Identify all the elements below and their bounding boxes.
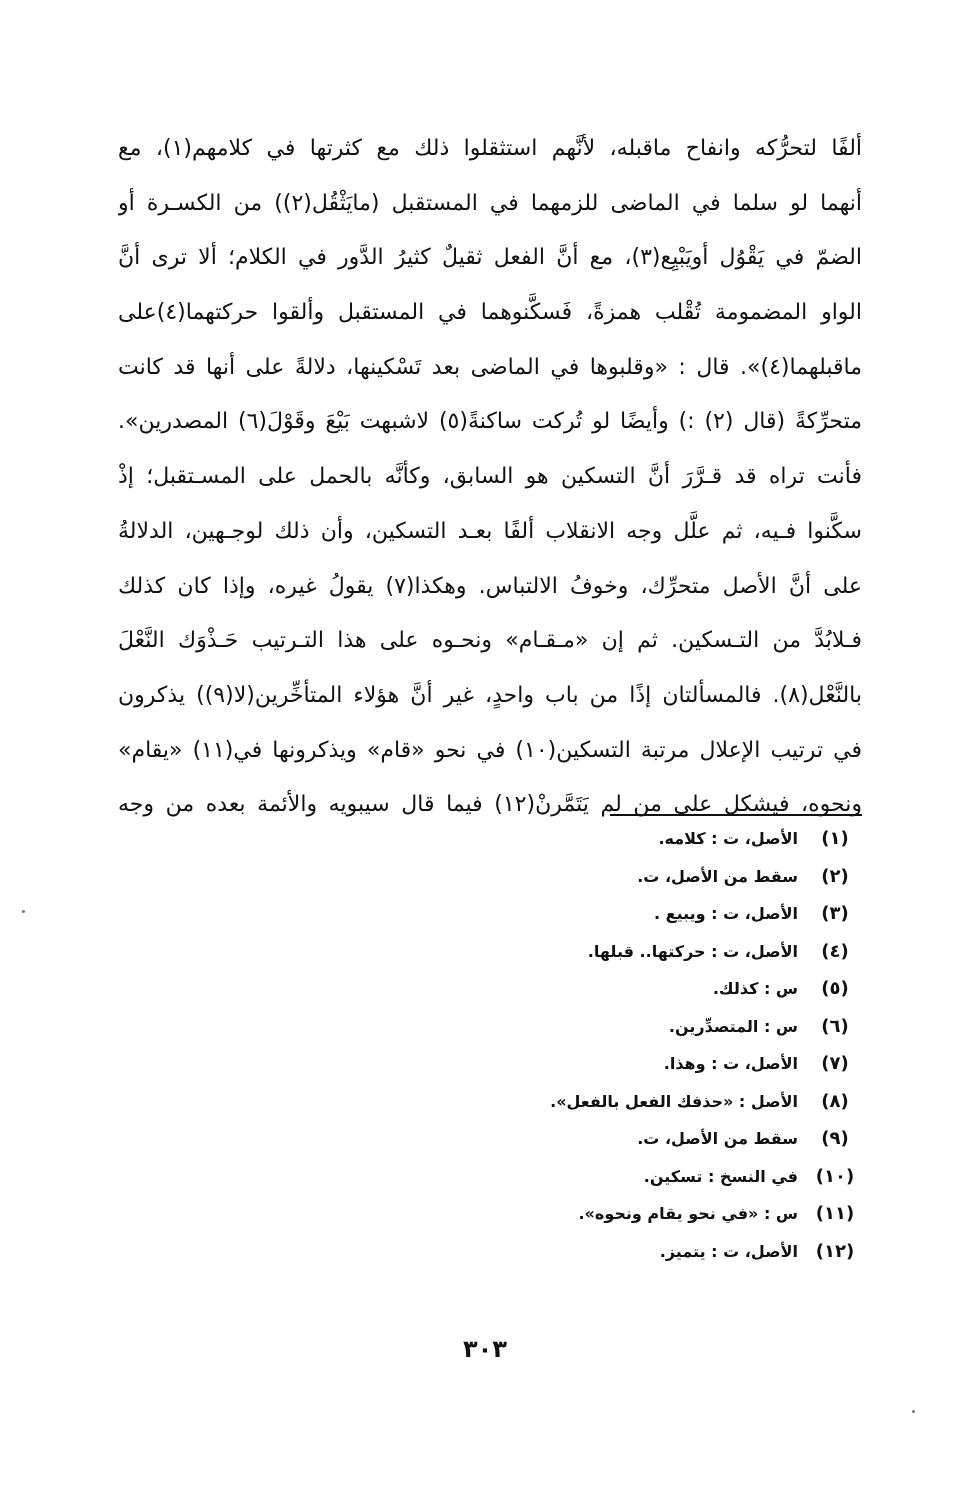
footnote-text: سقط من الأصل، ت. — [637, 866, 798, 886]
footnote-text: سقط من الأصل، ت. — [637, 1129, 798, 1149]
footnote-text: الأصل، ت : وهذا. — [663, 1054, 798, 1074]
footnote-item — [480, 933, 864, 971]
text-line: على أنَّ الأصل متحرِّك، وخوفُ الالتباس. وهكذا(٧) يقولُ غيره، وإذا كان كذلك — [118, 573, 862, 599]
footnote-text: الأصل : «حذفك الفعل بالفعل». — [550, 1091, 798, 1111]
text-line: في ترتيب الإعلال مرتبة التسكين(١٠) في نحو «قام» ويذكرونها في(١١) «يقام» — [118, 737, 862, 763]
text-line: متحرِّكةً (قال (٢) :) وأيضًا لو تُركت ساكنةً(٥) لاشبهت بَيْعَ وقَوْلَ(٦) المصدرين». — [118, 409, 862, 435]
footnote-item — [480, 895, 864, 933]
scan-speck — [912, 1410, 915, 1413]
footnote-text: س : المتصدِّرين. — [668, 1016, 798, 1036]
footnote-number: (٥) — [821, 978, 849, 1000]
footnote-number: (٨) — [821, 1090, 849, 1112]
scan-speck — [22, 910, 25, 913]
footnote-item — [480, 1045, 864, 1083]
footnote-divider — [610, 814, 862, 816]
footnote-text: في النسخ : تسكين. — [643, 1166, 798, 1186]
footnote-text: الأصل، ت : حركتها.. قبلها. — [587, 941, 798, 961]
footnote-number: (٣) — [821, 903, 849, 925]
footnote-number: (٩) — [821, 1128, 849, 1150]
text-line: ماقبلهما(٤)». قال : «وقلبوها في الماضى بعد تَسْكينها، دلالةً على أنها قد كانت — [118, 354, 862, 380]
text-line: الواو المضمومة تُقْلب همزةً، فَسكَّنوهما في المستقبل وألقوا حركتهما(٤)على — [118, 300, 862, 326]
footnote-item — [480, 1233, 864, 1271]
footnote-text: الأصل، ت : ويبيع . — [654, 904, 798, 924]
footnote-number: (١٠) — [815, 1165, 855, 1187]
footnote-text: س : «في نحو يقام ونحوه». — [578, 1204, 798, 1224]
footnote-number: (٢) — [821, 865, 849, 887]
footnotes-list — [480, 820, 864, 1270]
footnote-item — [480, 1120, 864, 1158]
text-line: بالنَّعْل(٨). فالمسألتان إذًا من باب واحدٍ، غير أنَّ هؤلاء المتأخِّرين(لا(٩)) يذكرون — [118, 682, 862, 708]
footnote-item — [480, 1008, 864, 1046]
text-line: ألفًا لتحرُّكه وانفاح ماقبله، لأنَّهم استثقلوا ذلك مع كثرتها في كلامهم(١)، مع — [118, 136, 862, 161]
footnote-number: (١١) — [815, 1203, 855, 1225]
main-text-block — [118, 122, 862, 833]
text-line: فأنت تراه قد قـرَّرَ أنَّ التسكين هو السابق، وكأنَّه بالحمل على المسـتقبل؛ إذْ — [118, 464, 862, 490]
footnote-item — [480, 970, 864, 1008]
text-line: الضمّ في يَقْوُل أويَبْيِع(٣)، مع أنَّ الفعل ثقيلٌ كثيرُ الدَّور في الكلام؛ ألا ترى أنَّ — [118, 245, 862, 271]
footnote-item — [480, 820, 864, 858]
footnote-number: (٤) — [821, 940, 849, 962]
text-line: ونحوه، فيشكل على من لم يَتَمَّرنْ(١٢) فيما قال سيبويه والأئمة بعده من وجه — [118, 792, 862, 818]
text-line: أنهما لو سلما في الماضى للزمهما في المستقبل (مايَثْقُل(٢)) من الكسـرة أو — [118, 190, 862, 216]
text-line: سكَّنوا فـيه، ثم علَّل وجه الانقلاب ألفًا بعـد التسكين، وأن ذلك لوجـهين، الدلالةُ — [118, 518, 862, 544]
footnote-item — [480, 858, 864, 896]
footnote-number: (٧) — [821, 1053, 849, 1075]
page-number: ٣٠٣ — [463, 1335, 507, 1363]
footnote-number: (٦) — [821, 1015, 849, 1037]
footnote-text: الأصل، ت : يتميز. — [659, 1241, 798, 1261]
footnote-number: (١) — [821, 828, 849, 850]
text-line: فـلابُدَّ من التـسكين. ثم إن «مـقـام» ونحـوه على هذا التـرتيب حَـذْوَك النَّعْلَ — [118, 628, 862, 654]
footnote-item — [480, 1083, 864, 1121]
footnote-text: الأصل، ت : كلامه. — [658, 829, 798, 849]
footnote-number: (١٢) — [815, 1240, 855, 1262]
footnote-item — [480, 1158, 864, 1196]
footnote-item — [480, 1195, 864, 1233]
footnote-text: س : كذلك. — [712, 979, 798, 999]
